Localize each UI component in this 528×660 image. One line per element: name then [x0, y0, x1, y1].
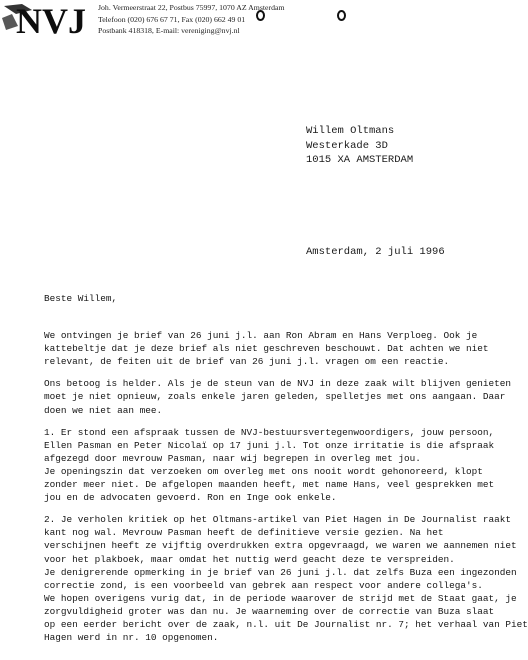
text-line: kant nog wal. Mevrouw Pasman heeft de definitieve versie gezien. Na het [44, 527, 444, 539]
recipient-name: Willem Oltmans [306, 125, 395, 137]
salutation: Beste Willem, [44, 293, 118, 304]
text-line: 1. Er stond een afspraak tussen de NVJ-bestuursvertegenwoordigers, jouw persoon, [44, 426, 495, 438]
text-line: 2. Je verholen kritiek op het Oltmans-artikel van Piet Hagen in De Journalist raakt [44, 514, 511, 526]
recipient-city: 1015 XA AMSTERDAM [306, 154, 414, 166]
punch-hole [256, 10, 265, 21]
text-line: zonder meer niet. De afgelopen maanden heeft, met name Hans, veel gesprekken met [44, 479, 495, 491]
paragraph-4 [44, 513, 528, 644]
letterhead-postbank: Postbank 418318, E-mail: vereniging@nvj.nl [98, 26, 240, 35]
nvj-logo [2, 0, 98, 40]
text-line: Je openingszin dat verzoeken om overleg met ons nooit wordt gehonoreerd, klopt [44, 465, 483, 477]
logo-text: NVJ [16, 1, 86, 41]
punch-hole [337, 10, 346, 21]
recipient-address [306, 124, 413, 168]
text-line: verschijnen heeft ze vijftig overdrukken extra opgevraagd, we waren we aannemen niet [44, 540, 517, 552]
text-line: relevant, de feiten uit de brief van 26 juni j.l. vragen om een reactie. [44, 356, 450, 368]
text-line: voor het plakboek, maar omdat het nuttig werd geacht deze te verspreiden. [44, 553, 455, 565]
text-line: Je denigrerende opmerking in je brief van 26 juni j.l. dat zelfs Buza een ingezonden [44, 566, 517, 578]
text-line: zorgvuldigheid groter was dan nu. Je waarneming over de correctie van Buza slaat [44, 605, 495, 617]
recipient-street: Westerkade 3D [306, 139, 388, 152]
text-line: jou en de advocaten gevoerd. Ron en Inge ook enkele. [44, 492, 337, 504]
letter-date: Amsterdam, 2 juli 1996 [306, 246, 445, 258]
text-line: We ontvingen je brief van 26 juni j.l. aan Ron Abram en Hans Verploeg. Ook je [44, 330, 478, 342]
text-line: doen we niet aan mee. [44, 404, 163, 416]
text-line: Ellen Pasman en Peter Nicolaï op 17 juni j.l. Tot onze irritatie is die afspraak [44, 439, 495, 451]
letter-body [44, 292, 528, 653]
text-line: op een eerder bericht over de zaak, n.l. uit De Journalist nr. 7; het verhaal van Piet [44, 618, 528, 630]
letterhead-address: Joh. Vermeerstraat 22, Postbus 75997, 1070 AZ Amsterdam [98, 3, 285, 12]
text-line: Ons betoog is helder. Als je de steun van de NVJ in deze zaak wilt blijven genieten [44, 378, 511, 390]
text-line: correctie zond, is een voorbeeld van gebrek aan respect voor andere collega's. [44, 579, 483, 591]
text-line: We hopen overigens vurig dat, in de periode waarover de strijd met de Staat gaat, je [44, 592, 517, 604]
text-line: Hagen werd in nr. 10 opgenomen. [44, 632, 219, 644]
letterhead [98, 2, 398, 37]
paragraph-2 [44, 377, 511, 416]
paragraph-1 [44, 329, 489, 368]
text-line: moet je niet opnieuw, zoals enkele jaren geleden, spelletjes met ons aangaan. Daar [44, 391, 506, 403]
letterhead-phone: Telefoon (020) 676 67 71, Fax (020) 662 49 01 [98, 14, 246, 24]
paragraph-3 [44, 426, 495, 505]
text-line: kattebeltje dat je deze brief als niet geschreven beschouwt. Dat achten we niet [44, 343, 489, 355]
text-line: afgezegd door mevrouw Pasman, naar wij begrepen in overleg met jou. [44, 452, 421, 464]
